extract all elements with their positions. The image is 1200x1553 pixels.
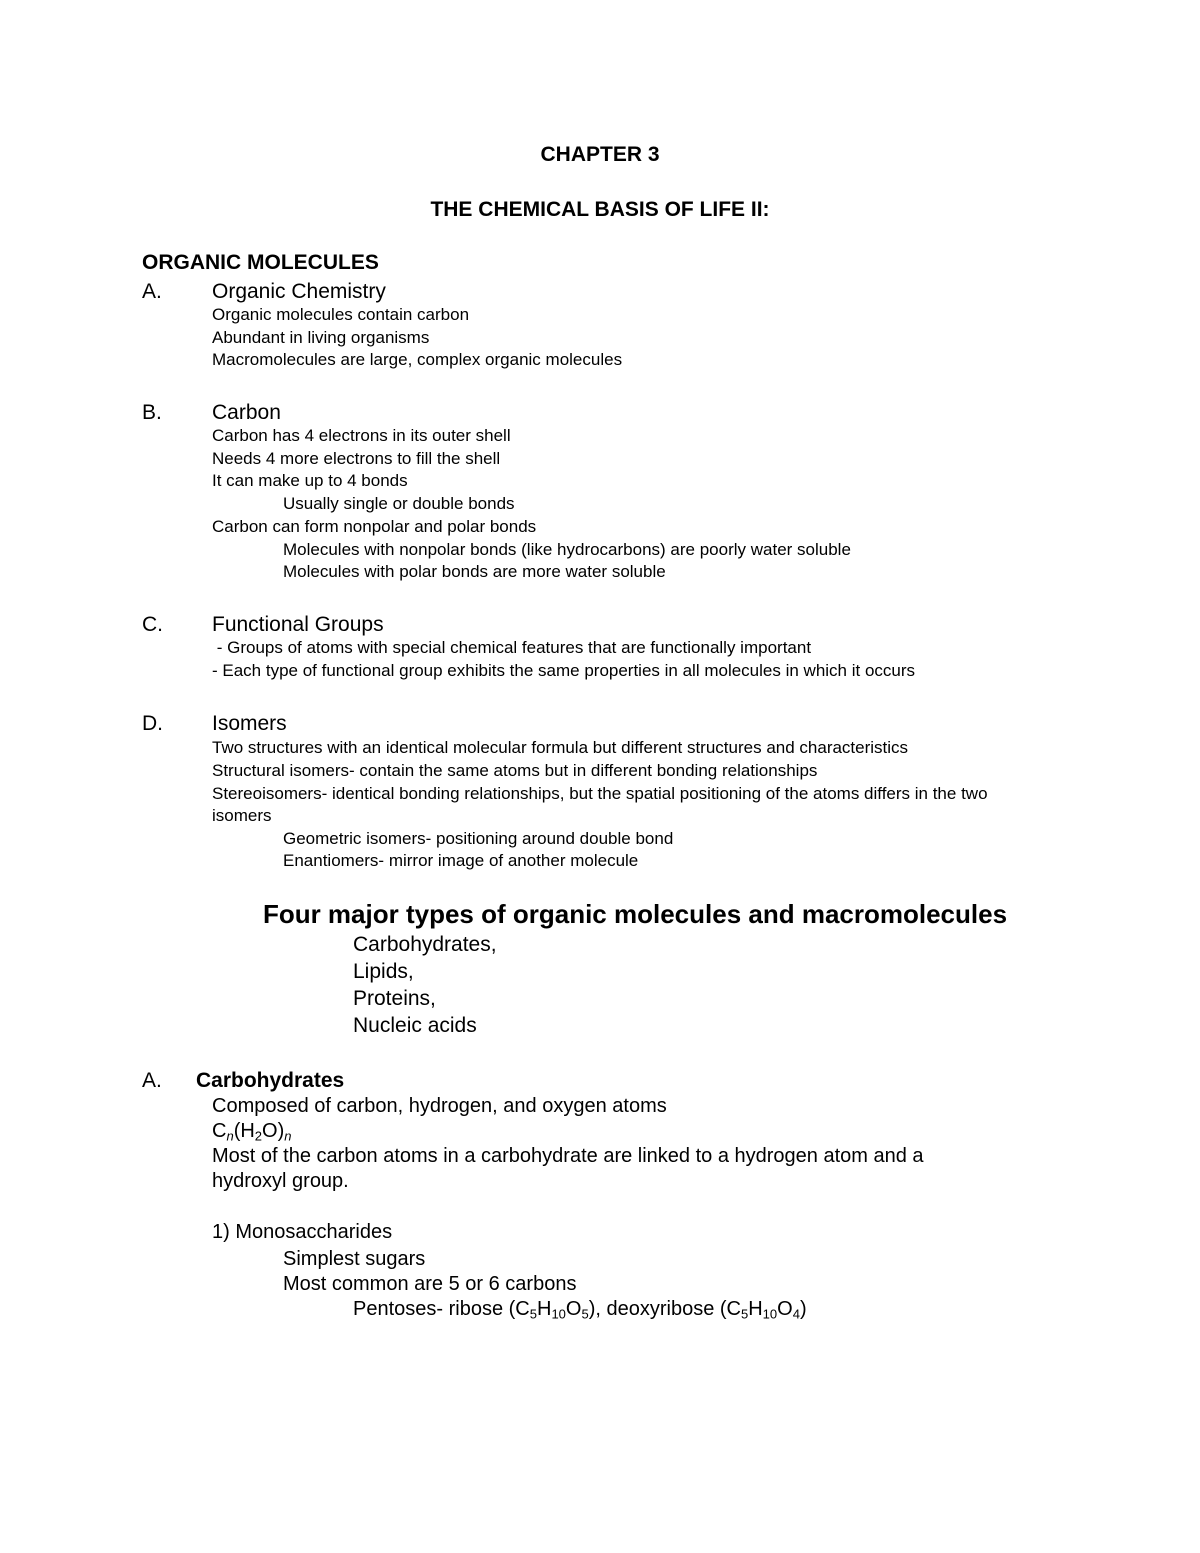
pentoses-line: Pentoses- ribose $(C_5H_{10}O_5)$, deoxyribose $(C_5H_{10}O_4)$ [353,1298,807,1322]
section-a-line: Macromolecules are large, complex organic molecules [212,350,623,369]
carbohydrates-line: Most of the carbon atoms in a carbohydrate are linked to a hydrogen atom and a hydroxyl group. [212,1145,924,1192]
four-types-item: Nucleic acids [353,1014,477,1037]
four-types-heading: Four major types of organic molecules and macromolecules [262,899,1008,929]
section-b-subline: Molecules with polar bonds are more water soluble [283,562,666,581]
section-b-heading: Carbon [212,401,281,424]
section-b-line: Carbon has 4 electrons in its outer shell [212,426,511,445]
carbohydrates-line: Composed of carbon, hydrogen, and oxygen atoms [212,1095,667,1117]
section-c-heading: Functional Groups [212,613,384,636]
monosaccharides-heading: 1) Monosaccharides [212,1221,393,1243]
section-d-line: Structural isomers- contain the same atoms but in different bonding relationships [212,761,818,780]
section-d-heading: Isomers [212,712,287,735]
section-d-line: Two structures with an identical molecular formula but different structures and characteristics [212,738,909,757]
section-a-line: Abundant in living organisms [212,328,430,347]
carbohydrates-letter: A. [142,1069,162,1092]
section-d-subline: Geometric isomers- positioning around double bond [283,829,674,848]
section-d-subline: Enantiomers- mirror image of another molecule [283,851,639,870]
monosaccharides-line: Simplest sugars [283,1248,426,1270]
section-c-line: - Each type of functional group exhibits the same properties in all molecules in which it occurs [212,661,916,680]
section-d-line: Stereoisomers- identical bonding relationships, but the spatial positioning of the atoms differs in the two isomers [212,784,988,825]
chapter-title: CHAPTER 3 [540,143,660,166]
section-b-line: Carbon can form nonpolar and polar bonds [212,517,537,536]
carbohydrates-formula: $C_n(H_2O)_n$ [212,1120,292,1144]
carbohydrates-heading: Carbohydrates [196,1069,345,1092]
section-heading: ORGANIC MOLECULES [142,251,379,274]
section-b-subline: Molecules with nonpolar bonds (like hydrocarbons) are poorly water soluble [283,540,851,559]
monosaccharides-line: Most common are 5 or 6 carbons [283,1273,577,1295]
section-a-letter: A. [142,280,162,303]
section-b-subline: Usually single or double bonds [283,494,515,513]
chapter-subtitle: THE CHEMICAL BASIS OF LIFE II: [430,198,770,221]
four-types-item: Proteins, [353,987,436,1010]
four-types-item: Lipids, [353,960,414,983]
section-c-letter: C. [142,613,163,636]
section-d-letter: D. [142,712,163,735]
section-b-line: Needs 4 more electrons to fill the shell [212,449,501,468]
section-a-heading: Organic Chemistry [212,280,386,303]
section-b-line: It can make up to 4 bonds [212,471,408,490]
section-b-letter: B. [142,401,162,424]
section-c-line: - Groups of atoms with special chemical features that are functionally important [212,638,812,657]
section-a-line: Organic molecules contain carbon [212,305,470,324]
four-types-item: Carbohydrates, [353,933,497,956]
